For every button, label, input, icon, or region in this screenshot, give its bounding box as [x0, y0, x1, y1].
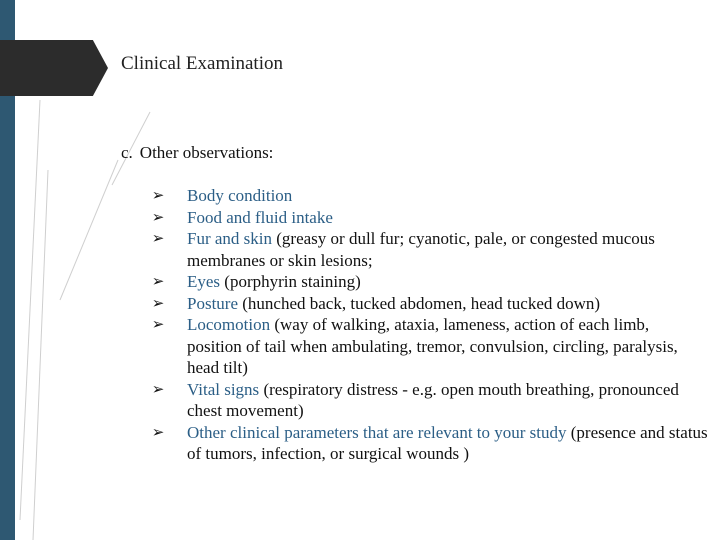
arrow-bullet-icon: ➢ [151, 422, 165, 441]
title-tab-arrow [0, 40, 108, 96]
item-heading: Food and fluid intake [187, 207, 333, 227]
item-heading: Other clinical parameters that are relevant to your study [187, 422, 567, 442]
item-detail: (hunched back, tucked abdomen, head tucked down) [238, 293, 601, 313]
item-heading: Posture [187, 293, 238, 313]
arrow-bullet-icon: ➢ [151, 293, 165, 312]
arrow-bullet-icon: ➢ [151, 272, 165, 290]
item-heading: Eyes [187, 272, 221, 291]
item-detail: (way of walking, ataxia, lameness, action of each limb, position of tail when ambulating, tremor, convulsion, circling, paralysis, head tilt) [187, 315, 678, 377]
arrow-bullet-icon: ➢ [151, 315, 165, 333]
section-heading-text: Other observations: [139, 143, 274, 162]
item-detail: (porphyrin staining) [220, 272, 361, 291]
list-item [148, 379, 708, 422]
item-detail: (greasy or dull fur; cyanotic, pale, or congested mucous membranes or skin lesions; [187, 229, 655, 270]
item-detail: (respiratory distress - e.g. open mouth breathing, pronounced chest movement) [187, 379, 679, 420]
item-heading: Locomotion [187, 315, 271, 334]
arrow-bullet-icon: ➢ [151, 207, 165, 226]
item-heading: Body condition [187, 186, 293, 205]
section-heading [121, 143, 273, 163]
item-detail: (presence and status of tumors, infection, or surgical wounds ) [187, 422, 708, 463]
item-heading: Fur and skin [187, 229, 272, 248]
list-item [148, 185, 708, 207]
section-prefix: c. [121, 143, 133, 162]
arrow-bullet-icon: ➢ [151, 186, 165, 204]
item-heading: Vital signs [187, 379, 260, 399]
list-item [148, 271, 708, 293]
arrow-bullet-icon: ➢ [151, 229, 165, 247]
list-item [148, 314, 708, 379]
list-item [148, 228, 708, 271]
list-item [148, 207, 708, 229]
slide-title: Clinical Examination [121, 53, 283, 74]
observation-list [148, 185, 708, 465]
list-item [148, 422, 708, 465]
list-item [148, 293, 708, 315]
arrow-bullet-icon: ➢ [151, 379, 165, 398]
